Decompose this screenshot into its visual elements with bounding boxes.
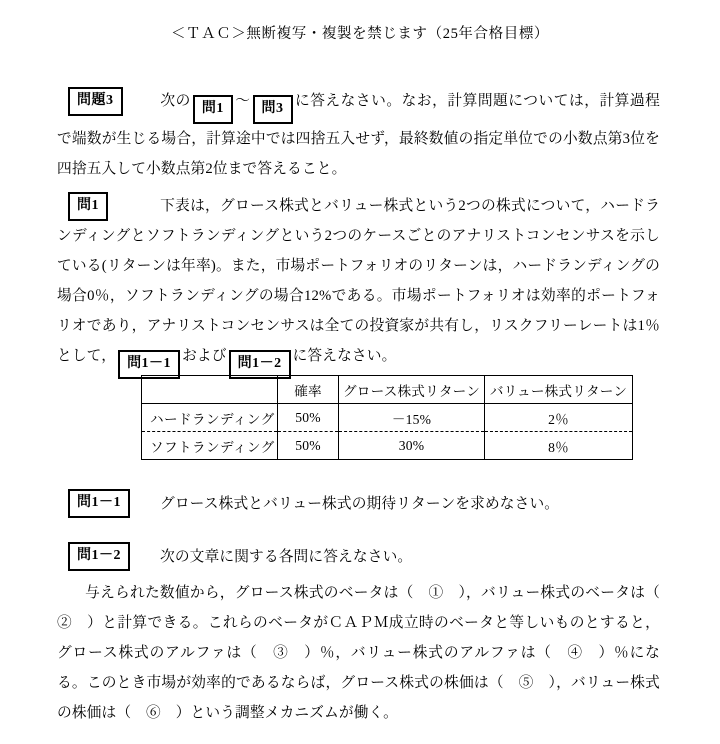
question1-body — [57, 191, 660, 379]
question3-body — [57, 86, 660, 184]
table-header-probability: 確率 — [278, 376, 339, 404]
fill-in-text: 与えられた数値から，グロース株式のベータは（ ① ），バリュー株式のベータは（ ② ）と計算できる。これらのベータがＣＡＰＭ成立時のベータと等しいものとすると，グロース株式のアルファは（ ③ ）％，バリュー株式のアルファは（ ④ ）％になる。このとき市場が効率的であるならば，グロース株式の株価は（ ⑤ ），バリュー株式の株価は（ ⑥ ）という調整メカニズムが働く。 — [57, 585, 675, 721]
question1-1-label-box: 問1－1 — [68, 489, 130, 518]
question1-text-part-a: 下表は，グロース株式とバリュー株式という2つの株式について，ハードランディングとソフトランディングという2つのケースごとのアナリストコンセンサスを示している(リターンは年率)。また，市場ポートフォリオのリターンは，ハードランディングの場合0％，ソフトランディングの場合12%である。市場ポートフォリオは効率的ポートフォリオであり，アナリストコンセンサスは全ての投資家が共有し，リスクフリーレートは1％として， — [57, 198, 660, 364]
analyst-consensus-table — [141, 375, 633, 460]
question1-conjunction: および — [182, 348, 227, 364]
question1-2-label-box: 問1－2 — [68, 542, 130, 571]
question3-label-box: 問題3 — [68, 87, 123, 116]
fill-in-paragraph-area — [57, 578, 675, 728]
table-header-value-return: バリュー株式リターン — [485, 376, 633, 404]
table-cell-probability-soft: 50% — [278, 432, 339, 460]
table-cell-growth-return-soft: 30% — [339, 432, 485, 460]
question1-1-block — [57, 489, 660, 519]
table-cell-value-return-soft: 8％ — [485, 432, 633, 460]
table-cell-value-return-hard: 2％ — [485, 404, 633, 432]
table-cell-growth-return-hard: －15% — [339, 404, 485, 432]
table-row — [142, 432, 633, 460]
question1-1-text: グロース株式とバリュー株式の期待リターンを求めなさい。 — [160, 496, 560, 512]
table-cell-scenario-soft: ソフトランディング — [142, 432, 278, 460]
question1-2-text: 次の文章に関する各問に答えなさい。 — [160, 549, 413, 565]
fill-in-paragraph — [57, 578, 675, 728]
table-cell-scenario-hard: ハードランディング — [142, 404, 278, 432]
question3-text-after: に答えなさい。なお，計算問題については，計算過程で端数が生じる場合，計算途中では四捨五入せず，最終数値の指定単位での小数点第3位を四捨五入して小数点第2位まで答えること。 — [57, 93, 661, 177]
question3-block — [57, 86, 660, 184]
question1-block — [57, 191, 660, 379]
question3-text-before: 次の — [160, 93, 191, 109]
table-cell-probability-hard: 50% — [278, 404, 339, 432]
question1-label-box: 問1 — [68, 192, 108, 221]
question1-text-part-b: に答えなさい。 — [292, 348, 397, 364]
question3-tilde: ～ — [234, 93, 251, 109]
question3-ref-box-mon3: 問3 — [253, 95, 293, 124]
copyright-header: ＜ＴＡＣ＞無断複写・複製を禁じます（25年合格目標） — [170, 26, 550, 42]
table-header-row — [142, 376, 633, 404]
table-row — [142, 404, 633, 432]
question1-2-block — [57, 542, 660, 572]
table-header-corner — [142, 376, 278, 404]
question3-ref-box-mon1: 問1 — [193, 95, 233, 124]
question1-ref-box-1-2: 問1－2 — [229, 350, 291, 379]
analyst-consensus-table-wrap — [141, 375, 632, 460]
question1-ref-box-1-1: 問1－1 — [118, 350, 180, 379]
table-header-growth-return: グロース株式リターン — [339, 376, 485, 404]
